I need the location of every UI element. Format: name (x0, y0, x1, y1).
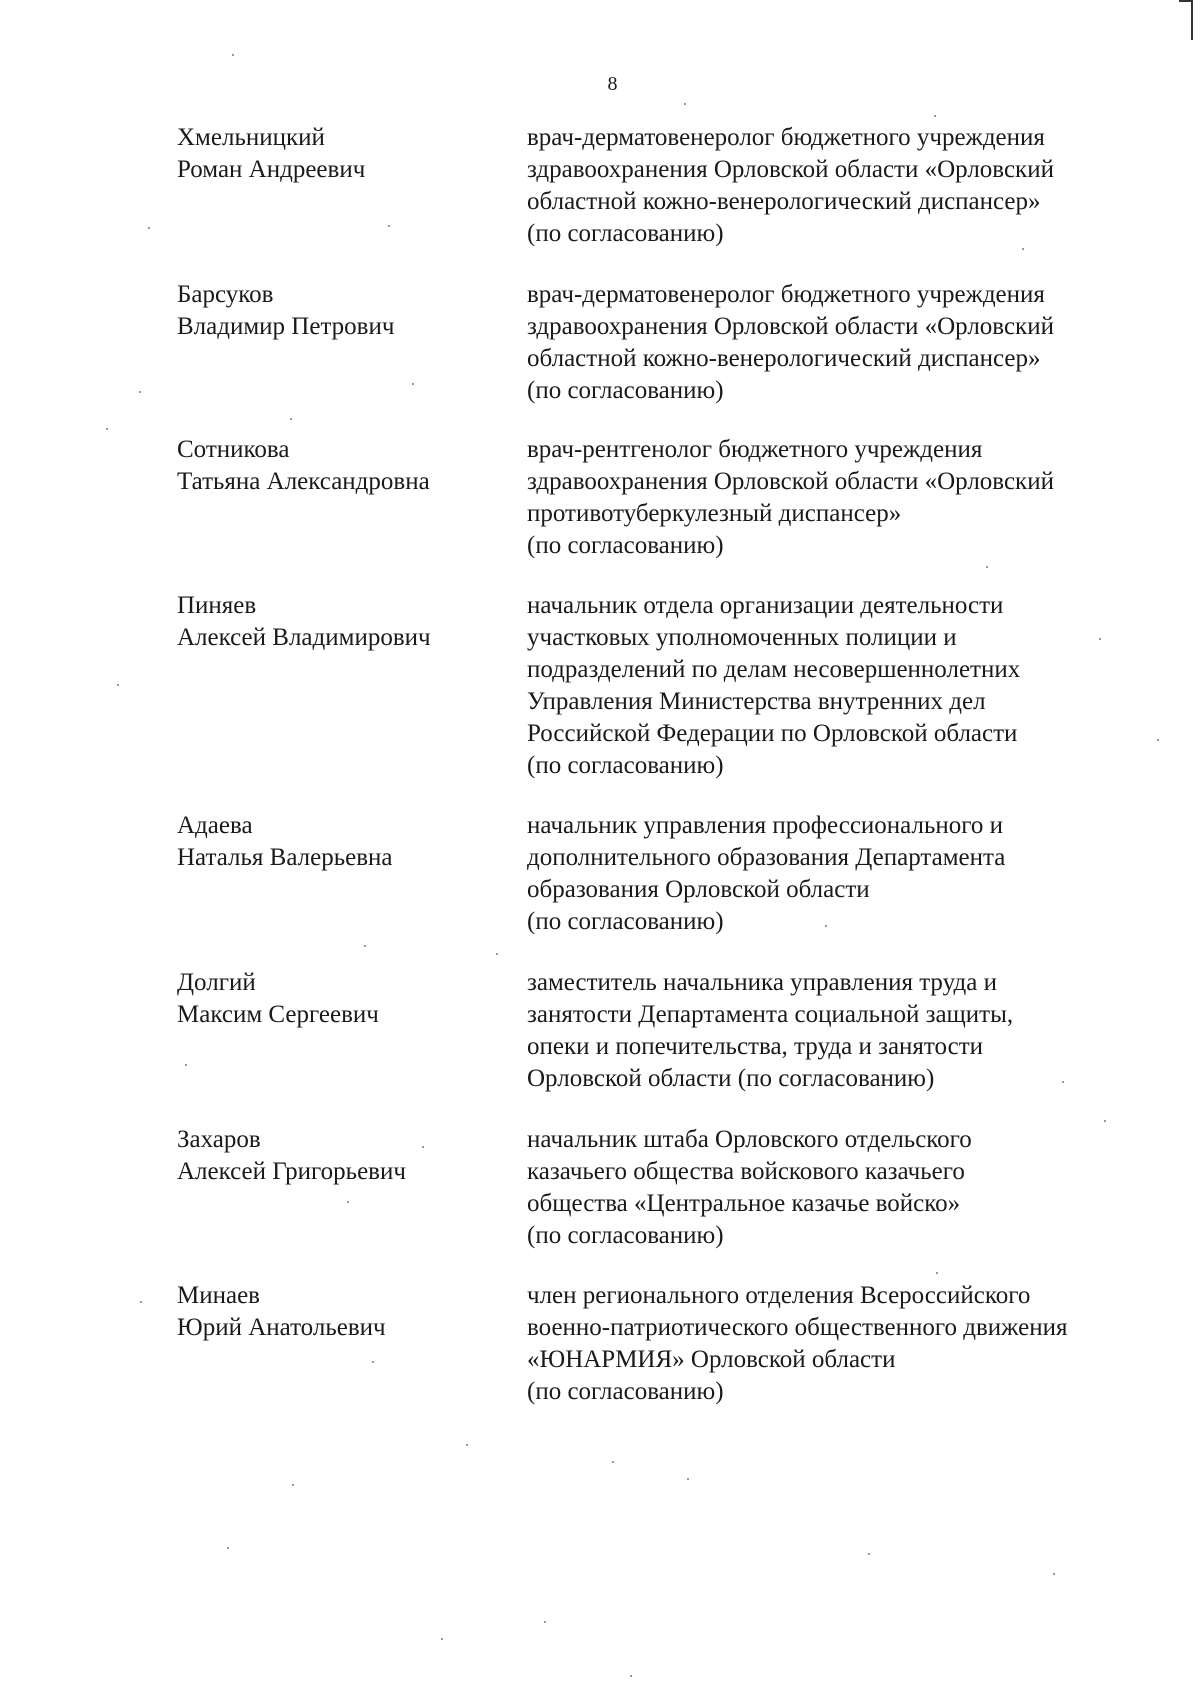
scan-speck (106, 428, 108, 430)
scan-speck (612, 1461, 614, 1463)
scan-speck (139, 391, 141, 393)
scan-speck (496, 953, 498, 955)
scan-speck (630, 1675, 632, 1677)
person-name (177, 967, 507, 1031)
position-description (527, 967, 1167, 1095)
person-name (177, 810, 507, 874)
page-number: 8 (607, 73, 618, 95)
scan-speck (868, 1553, 870, 1555)
scan-speck (140, 1301, 142, 1303)
role-line: дополнительного образования Департамента (527, 844, 1006, 871)
surname: Адаева (177, 812, 253, 839)
given-names: Алексей Григорьевич (177, 1158, 406, 1185)
role-line: противотуберкулезный диспансер» (527, 500, 902, 527)
scan-speck (934, 115, 936, 117)
scan-speck (227, 1547, 229, 1549)
scan-speck (1053, 1573, 1055, 1575)
given-names: Роман Андреевич (177, 156, 366, 183)
given-names: Максим Сергеевич (177, 1001, 379, 1028)
role-line: начальник штаба Орловского отдельского (527, 1126, 972, 1153)
surname: Сотникова (177, 436, 290, 463)
given-names: Владимир Петрович (177, 313, 395, 340)
scan-speck (544, 1621, 546, 1623)
scan-speck (986, 566, 988, 568)
role-line: (по согласованию) (527, 752, 724, 779)
surname: Барсуков (177, 281, 274, 308)
role-line: (по согласованию) (527, 908, 724, 935)
scan-speck (292, 1484, 294, 1486)
role-line: здравоохранения Орловской области «Орловский (527, 156, 1054, 183)
role-line: Управления Министерства внутренних дел (527, 688, 986, 715)
scan-speck (372, 1361, 374, 1363)
position-description (527, 590, 1167, 782)
scan-speck (1157, 739, 1159, 741)
surname: Минаев (177, 1282, 260, 1309)
role-line: участковых уполномоченных полиции и (527, 624, 957, 651)
scan-speck (441, 1638, 443, 1640)
scan-speck (388, 225, 390, 227)
scan-speck (1022, 248, 1024, 250)
role-line: подразделений по делам несовершеннолетних (527, 656, 1021, 683)
role-line: начальник отдела организации деятельности (527, 592, 1004, 619)
given-names: Алексей Владимирович (177, 624, 431, 651)
person-name (177, 122, 507, 186)
scan-speck (412, 383, 414, 385)
position-description (527, 1280, 1167, 1408)
scan-speck (290, 418, 292, 420)
role-line: врач-рентгенолог бюджетного учреждения (527, 436, 983, 463)
scan-speck (936, 1272, 938, 1274)
scan-speck (422, 1146, 424, 1148)
role-line: образования Орловской области (527, 876, 870, 903)
role-line: (по согласованию) (527, 532, 724, 559)
role-line: (по согласованию) (527, 220, 724, 247)
role-line: (по согласованию) (527, 377, 724, 404)
person-name (177, 279, 507, 343)
position-description (527, 279, 1167, 407)
scan-speck (148, 227, 150, 229)
surname: Хмельницкий (177, 124, 325, 151)
given-names: Юрий Анатольевич (177, 1314, 386, 1341)
given-names: Наталья Валерьевна (177, 844, 393, 871)
surname: Захаров (177, 1126, 261, 1153)
role-line: член регионального отделения Всероссийского (527, 1282, 1031, 1309)
role-line: врач-дерматовенеролог бюджетного учреждения (527, 281, 1045, 308)
scan-speck (347, 1201, 349, 1203)
scan-speck (232, 54, 234, 56)
scan-speck (1062, 1081, 1064, 1083)
position-description (527, 1124, 1167, 1252)
scan-speck (1099, 638, 1101, 640)
role-line: «ЮНАРМИЯ» Орловской области (527, 1346, 896, 1373)
scan-speck (684, 103, 686, 105)
scan-speck (117, 684, 119, 686)
role-line: заместитель начальника управления труда и (527, 969, 997, 996)
surname: Пиняев (177, 592, 257, 619)
person-name (177, 434, 507, 498)
role-line: Орловской области (по согласованию) (527, 1065, 935, 1092)
corner-mark (1179, 0, 1193, 40)
role-line: областной кожно-венерологический диспансер» (527, 188, 1041, 215)
surname: Долгий (177, 969, 256, 996)
role-line: областной кожно-венерологический диспансер» (527, 345, 1041, 372)
role-line: занятости Департамента социальной защиты, (527, 1001, 1014, 1028)
role-line: начальник управления профессионального и (527, 812, 1004, 839)
position-description (527, 434, 1167, 562)
role-line: (по согласованию) (527, 1378, 724, 1405)
role-line: военно-патриотического общественного движения (527, 1314, 1068, 1341)
role-line: врач-дерматовенеролог бюджетного учреждения (527, 124, 1045, 151)
role-line: казачьего общества войскового казачьего (527, 1158, 965, 1185)
scan-speck (825, 925, 827, 927)
role-line: опеки и попечительства, труда и занятости (527, 1033, 984, 1060)
role-line: здравоохранения Орловской области «Орловский (527, 313, 1054, 340)
role-line: здравоохранения Орловской области «Орловский (527, 468, 1054, 495)
role-line: Российской Федерации по Орловской области (527, 720, 1018, 747)
scan-speck (364, 945, 366, 947)
scan-speck (1104, 1120, 1106, 1122)
person-name (177, 1280, 507, 1344)
scan-speck (466, 1444, 468, 1446)
position-description (527, 810, 1167, 938)
role-line: общества «Центральное казачье войско» (527, 1190, 961, 1217)
position-description (527, 122, 1167, 250)
role-line: (по согласованию) (527, 1222, 724, 1249)
person-name (177, 590, 507, 654)
scan-speck (185, 1064, 187, 1066)
person-name (177, 1124, 507, 1188)
scan-speck (687, 1478, 689, 1480)
given-names: Татьяна Александровна (177, 468, 430, 495)
